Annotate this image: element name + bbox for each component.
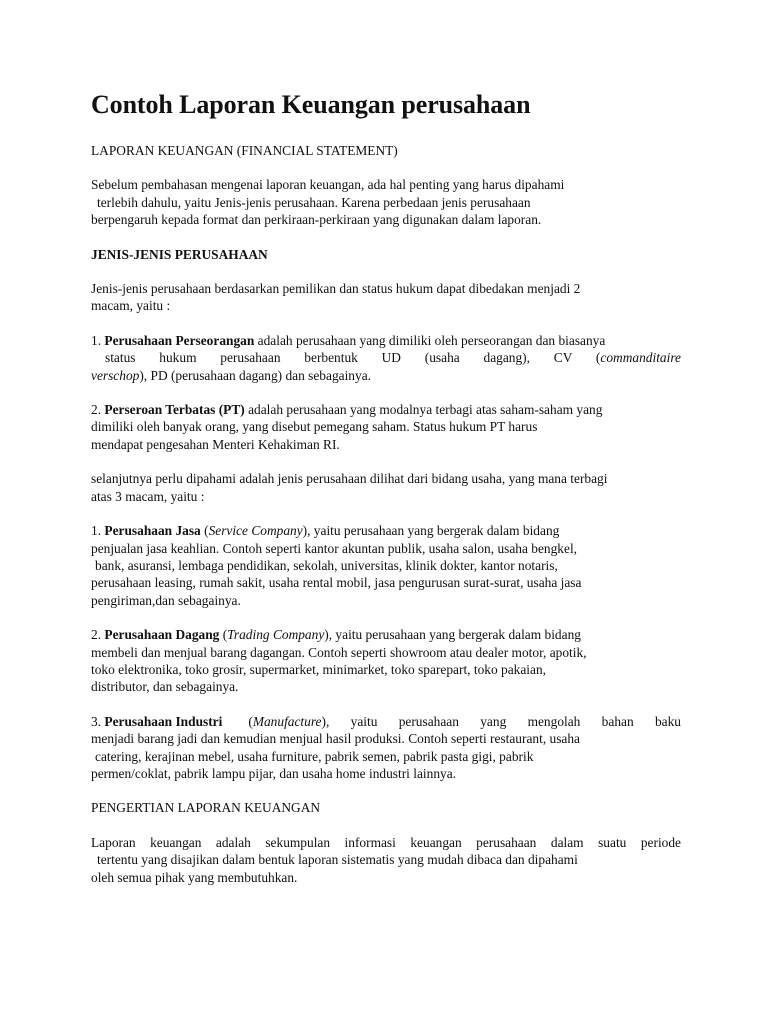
item-text: penjualan jasa keahlian. Contoh seperti kantor akuntan publik, usaha salon, usaha bengkel, <box>91 540 578 556</box>
item-text: pengiriman,dan sebagainya. <box>91 592 241 608</box>
item-term: Perusahaan Dagang <box>104 627 220 643</box>
item-text: perusahaan leasing, rumah sakit, usaha rental mobil, jasa pengurusan surat-surat, usaha jasa <box>91 575 582 591</box>
item-text: distributor, dan sebagainya. <box>91 679 239 695</box>
item-text: ( <box>248 713 253 729</box>
item-text: mendapat pengesahan Menteri Kehakiman RI. <box>91 436 340 452</box>
pengertian-paragraph <box>91 834 681 886</box>
intro-paragraph <box>91 176 681 228</box>
item-text: ), yaitu perusahaan yang bergerak dalam bidang <box>302 523 560 539</box>
pengertian-line: tertentu yang disajikan dalam bentuk laporan sistematis yang mudah dibaca dan dipahami <box>97 852 578 868</box>
item-number: 1. <box>91 332 102 348</box>
item-italic: verschop <box>91 367 140 383</box>
item-text: ( <box>219 627 228 643</box>
heading-pengertian: PENGERTIAN LAPORAN KEUANGAN <box>91 800 321 816</box>
jenis-intro-line: macam, yaitu : <box>91 298 171 314</box>
item-term: Perusahaan Industri <box>104 713 223 729</box>
item-number: 2. <box>91 627 102 643</box>
pengertian-line: Laporan keuangan adalah sekumpulan informasi keuangan perusahaan dalam suatu periode <box>91 834 681 850</box>
item-text: adalah perusahaan yang dimiliki oleh perseorangan dan biasanya <box>254 332 606 348</box>
item-text: ), yaitu perusahaan yang bergerak dalam bidang <box>324 627 581 643</box>
item-text: catering, kerajinan mebel, usaha furniture, pabrik semen, pabrik pasta gigi, pabrik <box>95 748 534 764</box>
jenis-intro-line: Jenis-jenis perusahaan berdasarkan pemilikan dan status hukum dapat dibedakan menjadi 2 <box>91 281 581 297</box>
item-italic: Service Company <box>208 523 303 539</box>
item-perusahaan-jasa <box>91 522 681 609</box>
item-term: Perusahaan Jasa <box>104 523 201 539</box>
bidang-intro-paragraph <box>91 470 681 505</box>
document-page <box>91 90 681 903</box>
item-number: 1. <box>91 523 102 539</box>
item-text: ), PD (perusahaan dagang) dan sebagainya. <box>139 367 371 383</box>
item-text: dimiliki oleh banyak orang, yang disebut pemegang saham. Status hukum PT harus <box>91 419 538 435</box>
item-text: ), yaitu perusahaan yang mengolah bahan baku <box>321 713 681 729</box>
intro-line: Sebelum pembahasan mengenai laporan keuangan, ada hal penting yang harus dipahami <box>91 177 565 193</box>
item-italic: Trading Company <box>227 627 325 643</box>
item-text: ( <box>200 523 209 539</box>
item-text: membeli dan menjual barang dagangan. Contoh seperti showroom atau dealer motor, apotik, <box>91 644 587 660</box>
jenis-intro-paragraph <box>91 280 681 315</box>
item-text: bank, asuransi, lembaga pendidikan, sekolah, universitas, klinik dokter, kantor notaris, <box>95 557 558 573</box>
item-italic: Manufacture <box>252 713 322 729</box>
item-text: menjadi barang jadi dan kemudian menjual hasil produksi. Contoh seperti restaurant, usaha <box>91 731 581 747</box>
pengertian-line: oleh semua pihak yang membutuhkan. <box>91 869 298 885</box>
intro-line: terlebih dahulu, yaitu Jenis-jenis perusahaan. Karena perbedaan jenis perusahaan <box>97 194 531 210</box>
item-text: adalah perusahaan yang modalnya terbagi atas saham-saham yang <box>244 402 603 418</box>
bidang-intro-line: atas 3 macam, yaitu : <box>91 488 205 504</box>
item-italic: commanditaire <box>600 350 681 366</box>
item-number: 2. <box>91 402 102 418</box>
item-perusahaan-industri <box>91 713 681 783</box>
item-term: Perusahaan Perseorangan <box>104 332 255 348</box>
item-perorangan <box>91 332 681 384</box>
item-text: status hukum perusahaan berbentuk UD (usaha dagang), CV ( <box>105 350 601 366</box>
heading-jenis-perusahaan: JENIS-JENIS PERUSAHAAN <box>91 246 268 262</box>
item-perseroan-terbatas <box>91 401 681 453</box>
intro-line: berpengaruh kepada format dan perkiraan-perkiraan yang digunakan dalam laporan. <box>91 212 542 228</box>
item-term: Perseroan Terbatas (PT) <box>104 402 245 418</box>
item-text: permen/coklat, pabrik lampu pijar, dan usaha home industri lainnya. <box>91 765 456 781</box>
item-number: 3. <box>91 713 102 729</box>
item-perusahaan-dagang <box>91 626 681 696</box>
heading-financial-statement: LAPORAN KEUANGAN (FINANCIAL STATEMENT) <box>91 143 398 158</box>
item-text: toko elektronika, toko grosir, supermarket, minimarket, toko sparepart, toko pakaian, <box>91 661 546 677</box>
bidang-intro-line: selanjutnya perlu dipahami adalah jenis perusahaan dilihat dari bidang usaha, yang mana terbagi <box>91 471 608 487</box>
document-title: Contoh Laporan Keuangan perusahaan <box>91 90 531 119</box>
